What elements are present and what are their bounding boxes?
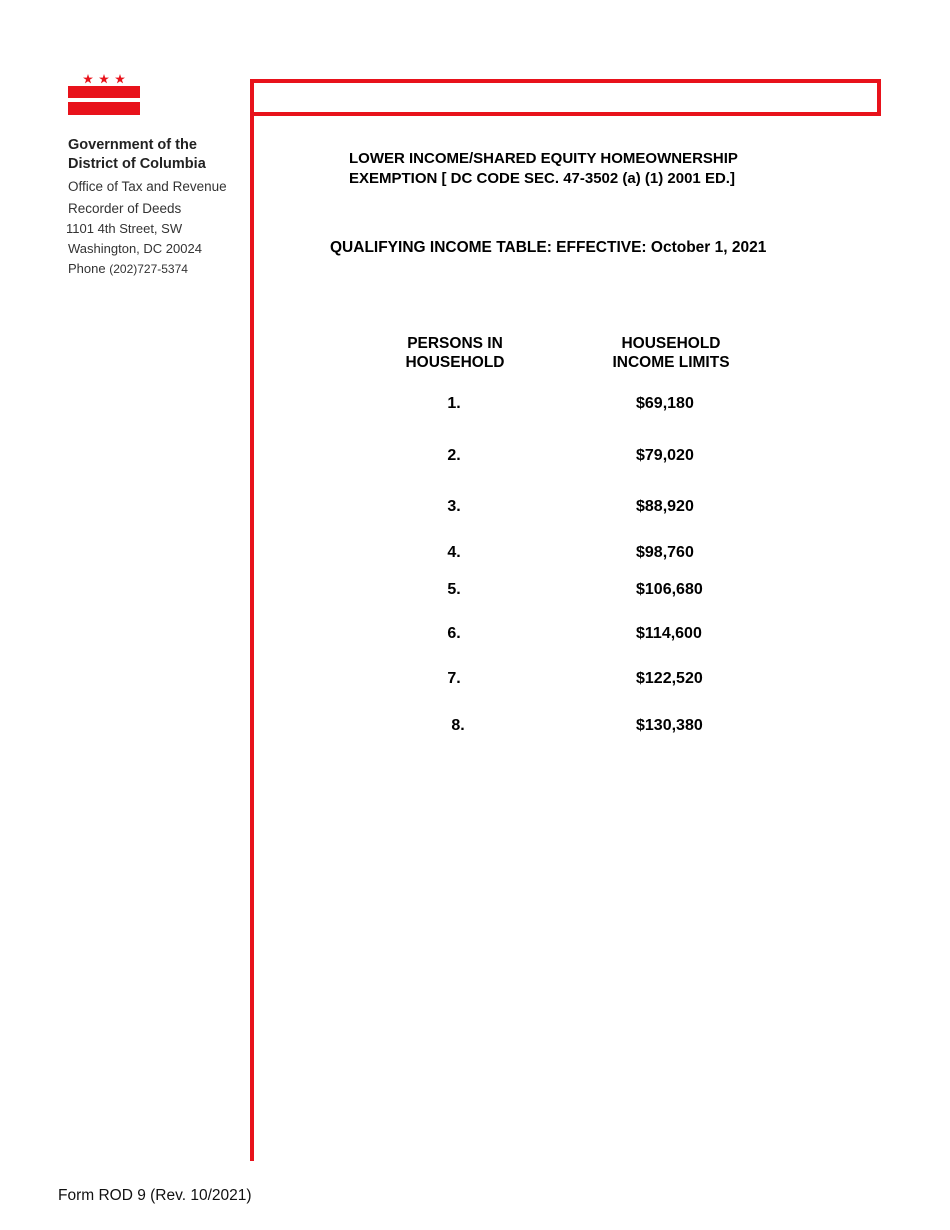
document-title: LOWER INCOME/SHARED EQUITY HOMEOWNERSHIP EXEMPTION [ DC CODE SEC. 47-3502 (a) (1) 2001 ED.] xyxy=(349,150,738,187)
department-name: Recorder of Deeds xyxy=(68,201,182,216)
income-limit: $88,920 xyxy=(636,498,694,515)
persons-count: 5. xyxy=(447,581,461,598)
persons-count: 6. xyxy=(447,625,461,642)
persons-count: 3. xyxy=(447,498,461,515)
table-row xyxy=(400,670,760,690)
income-limit: $79,020 xyxy=(636,447,694,464)
table-row xyxy=(400,447,760,467)
table-row xyxy=(400,498,760,518)
form-number: Form ROD 9 (Rev. 10/2021) xyxy=(58,1187,252,1204)
red-vertical-rule xyxy=(250,79,254,1161)
table-row xyxy=(400,544,760,564)
phone-number: (202)727-5374 xyxy=(109,262,188,276)
income-limit: $98,760 xyxy=(636,544,694,561)
red-frame-top xyxy=(250,79,881,83)
city-address: Washington, DC 20024 xyxy=(68,241,202,256)
government-name: Government of the District of Columbia xyxy=(68,137,206,172)
income-limit: $106,680 xyxy=(636,581,703,598)
dc-flag-icon xyxy=(68,72,140,116)
phone xyxy=(68,261,188,276)
income-limit: $122,520 xyxy=(636,670,703,687)
office-name: Office of Tax and Revenue xyxy=(68,179,227,194)
table-row xyxy=(400,395,760,415)
income-limit: $69,180 xyxy=(636,395,694,412)
street-address: 1101 4th Street, SW xyxy=(66,221,183,236)
persons-count: 7. xyxy=(447,670,461,687)
table-subtitle: QUALIFYING INCOME TABLE: EFFECTIVE: October 1, 2021 xyxy=(330,239,767,256)
table-row xyxy=(400,581,760,601)
red-frame-right xyxy=(877,79,881,116)
income-limit: $130,380 xyxy=(636,717,703,734)
persons-column-header: PERSONS IN HOUSEHOLD xyxy=(405,335,505,371)
persons-count: 2. xyxy=(447,447,461,464)
phone-label: Phone xyxy=(68,261,106,276)
persons-count: 8. xyxy=(451,717,465,734)
income-limit: $114,600 xyxy=(636,625,702,642)
persons-count: 4. xyxy=(447,544,461,561)
table-row xyxy=(400,625,760,645)
income-column-header: HOUSEHOLD INCOME LIMITS xyxy=(612,335,730,371)
table-row xyxy=(400,717,760,737)
red-frame-bottom xyxy=(250,112,881,116)
persons-count: 1. xyxy=(447,395,461,412)
